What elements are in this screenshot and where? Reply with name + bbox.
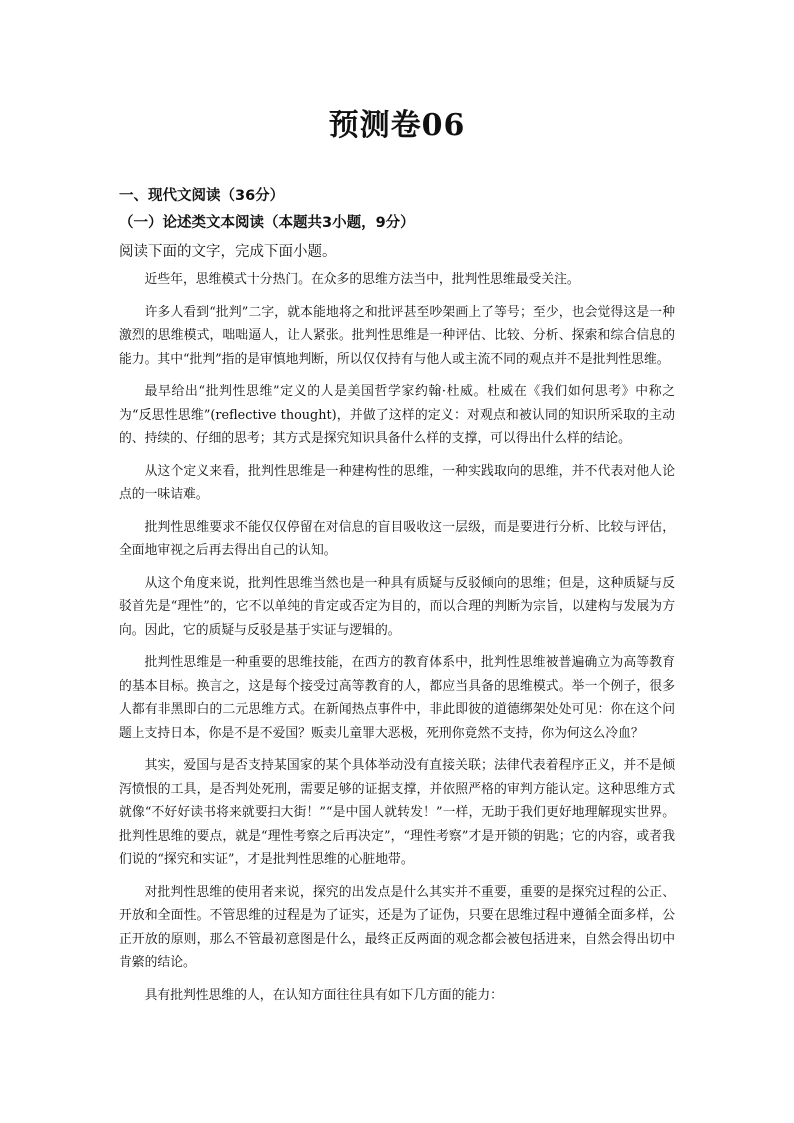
article-body: [119, 268, 675, 1016]
title-text: 预测卷: [328, 108, 422, 143]
paragraph: 具有批判性思维的人，在认知方面往往具有如下几方面的能力：: [144, 987, 503, 1003]
paragraph: 批判性思维是一种重要的思维技能，在西方的教育体系中，批判性思维被普遍确立为高等教育的基本目标。换言之，这是每个接受过高等教育的人，都应当具备的思维模式。举一个例子，很多人都有非黑即白的二元思维方式。在新闻热点事件中，非此即彼的道德绑架处处可见：你在这个问题上支持日本，你是不是不爱国？贩卖儿童罪大恶极，死刑你竟然不支持，你为何这么冷血？: [119, 655, 675, 741]
paragraph: 批判性思维要求不能仅仅停留在对信息的盲目吸收这一层级，而是要进行分析、比较与评估，全面地审视之后再去得出自己的认知。: [119, 519, 675, 558]
paragraph: 从这个定义来看，批判性思维是一种建构性的思维，一种实践取向的思维，并不代表对他人论点的一味诘难。: [119, 463, 675, 502]
paragraph: 其实，爱国与是否支持某国家的某个具体举动没有直接关联；法律代表着程序正义，并不是倾泻愤恨的工具，是否判处死刑，需要足够的证据支撑，并依照严格的审判方能认定。这种思维方式就像“不好好读书将来就要扫大街！”“是中国人就转发！”一样，无助于我们更好地理解现实世界。批判性思维的要点，就是“理性考察之后再决定”，“理性考察”才是开锁的钥匙；它的内容，或者我们说的“探究和实证”，才是批判性思维的心脏地带。: [119, 758, 675, 867]
page-title: [0, 100, 794, 144]
paragraph: 从这个角度来说，批判性思维当然也是一种具有质疑与反驳倾向的思维；但是，这种质疑与反驳首先是“理性”的，它不以单纯的肯定或否定为目的，而以合理的判断为宗旨，以建构与发展为方向。因此，它的质疑与反驳是基于实证与逻辑的。: [119, 575, 675, 638]
reading-instruction: 阅读下面的文字，完成下面小题。: [119, 244, 337, 260]
subsection-heading: （一）论述类文本阅读（本题共3小题，9分）: [119, 215, 415, 231]
paragraph: 对批判性思维的使用者来说，探究的出发点是什么其实并不重要，重要的是探究过程的公正、开放和全面性。不管思维的过程是为了证实，还是为了证伪，只要在思维过程中遵循全面多样，公正开放的原则，那么不管最初意图是什么，最终正反两面的观念都会被包括进来，自然会得出切中肯綮的结论。: [119, 884, 675, 970]
paragraph: 最早给出“批判性思维”定义的人是美国哲学家约翰·杜威。杜威在《我们如何思考》中称之为“反思性思维”(reflective thought)，并做了这样的定义：对观点和被认同的知识所采取的主动的、持续的、仔细的思考；其方式是探究知识具备什么样的支撑，可以得出什么样的结论。: [119, 384, 675, 446]
paragraph: 许多人看到“批判”二字，就本能地将之和批评甚至吵架画上了等号；至少，也会觉得这是一种激烈的思维模式，咄咄逼人，让人紧张。批判性思维是一种评估、比较、分析、探索和综合信息的能力。其中“批判”指的是审慎地判断，所以仅仅持有与他人或主流不同的观点并不是批判性思维。: [119, 304, 675, 367]
title-number: 06: [421, 108, 466, 143]
section-heading: 一、现代文阅读（36分）: [119, 188, 285, 204]
paragraph: 近些年，思维模式十分热门。在众多的思维方法当中，批判性思维最受关注。: [144, 272, 580, 287]
